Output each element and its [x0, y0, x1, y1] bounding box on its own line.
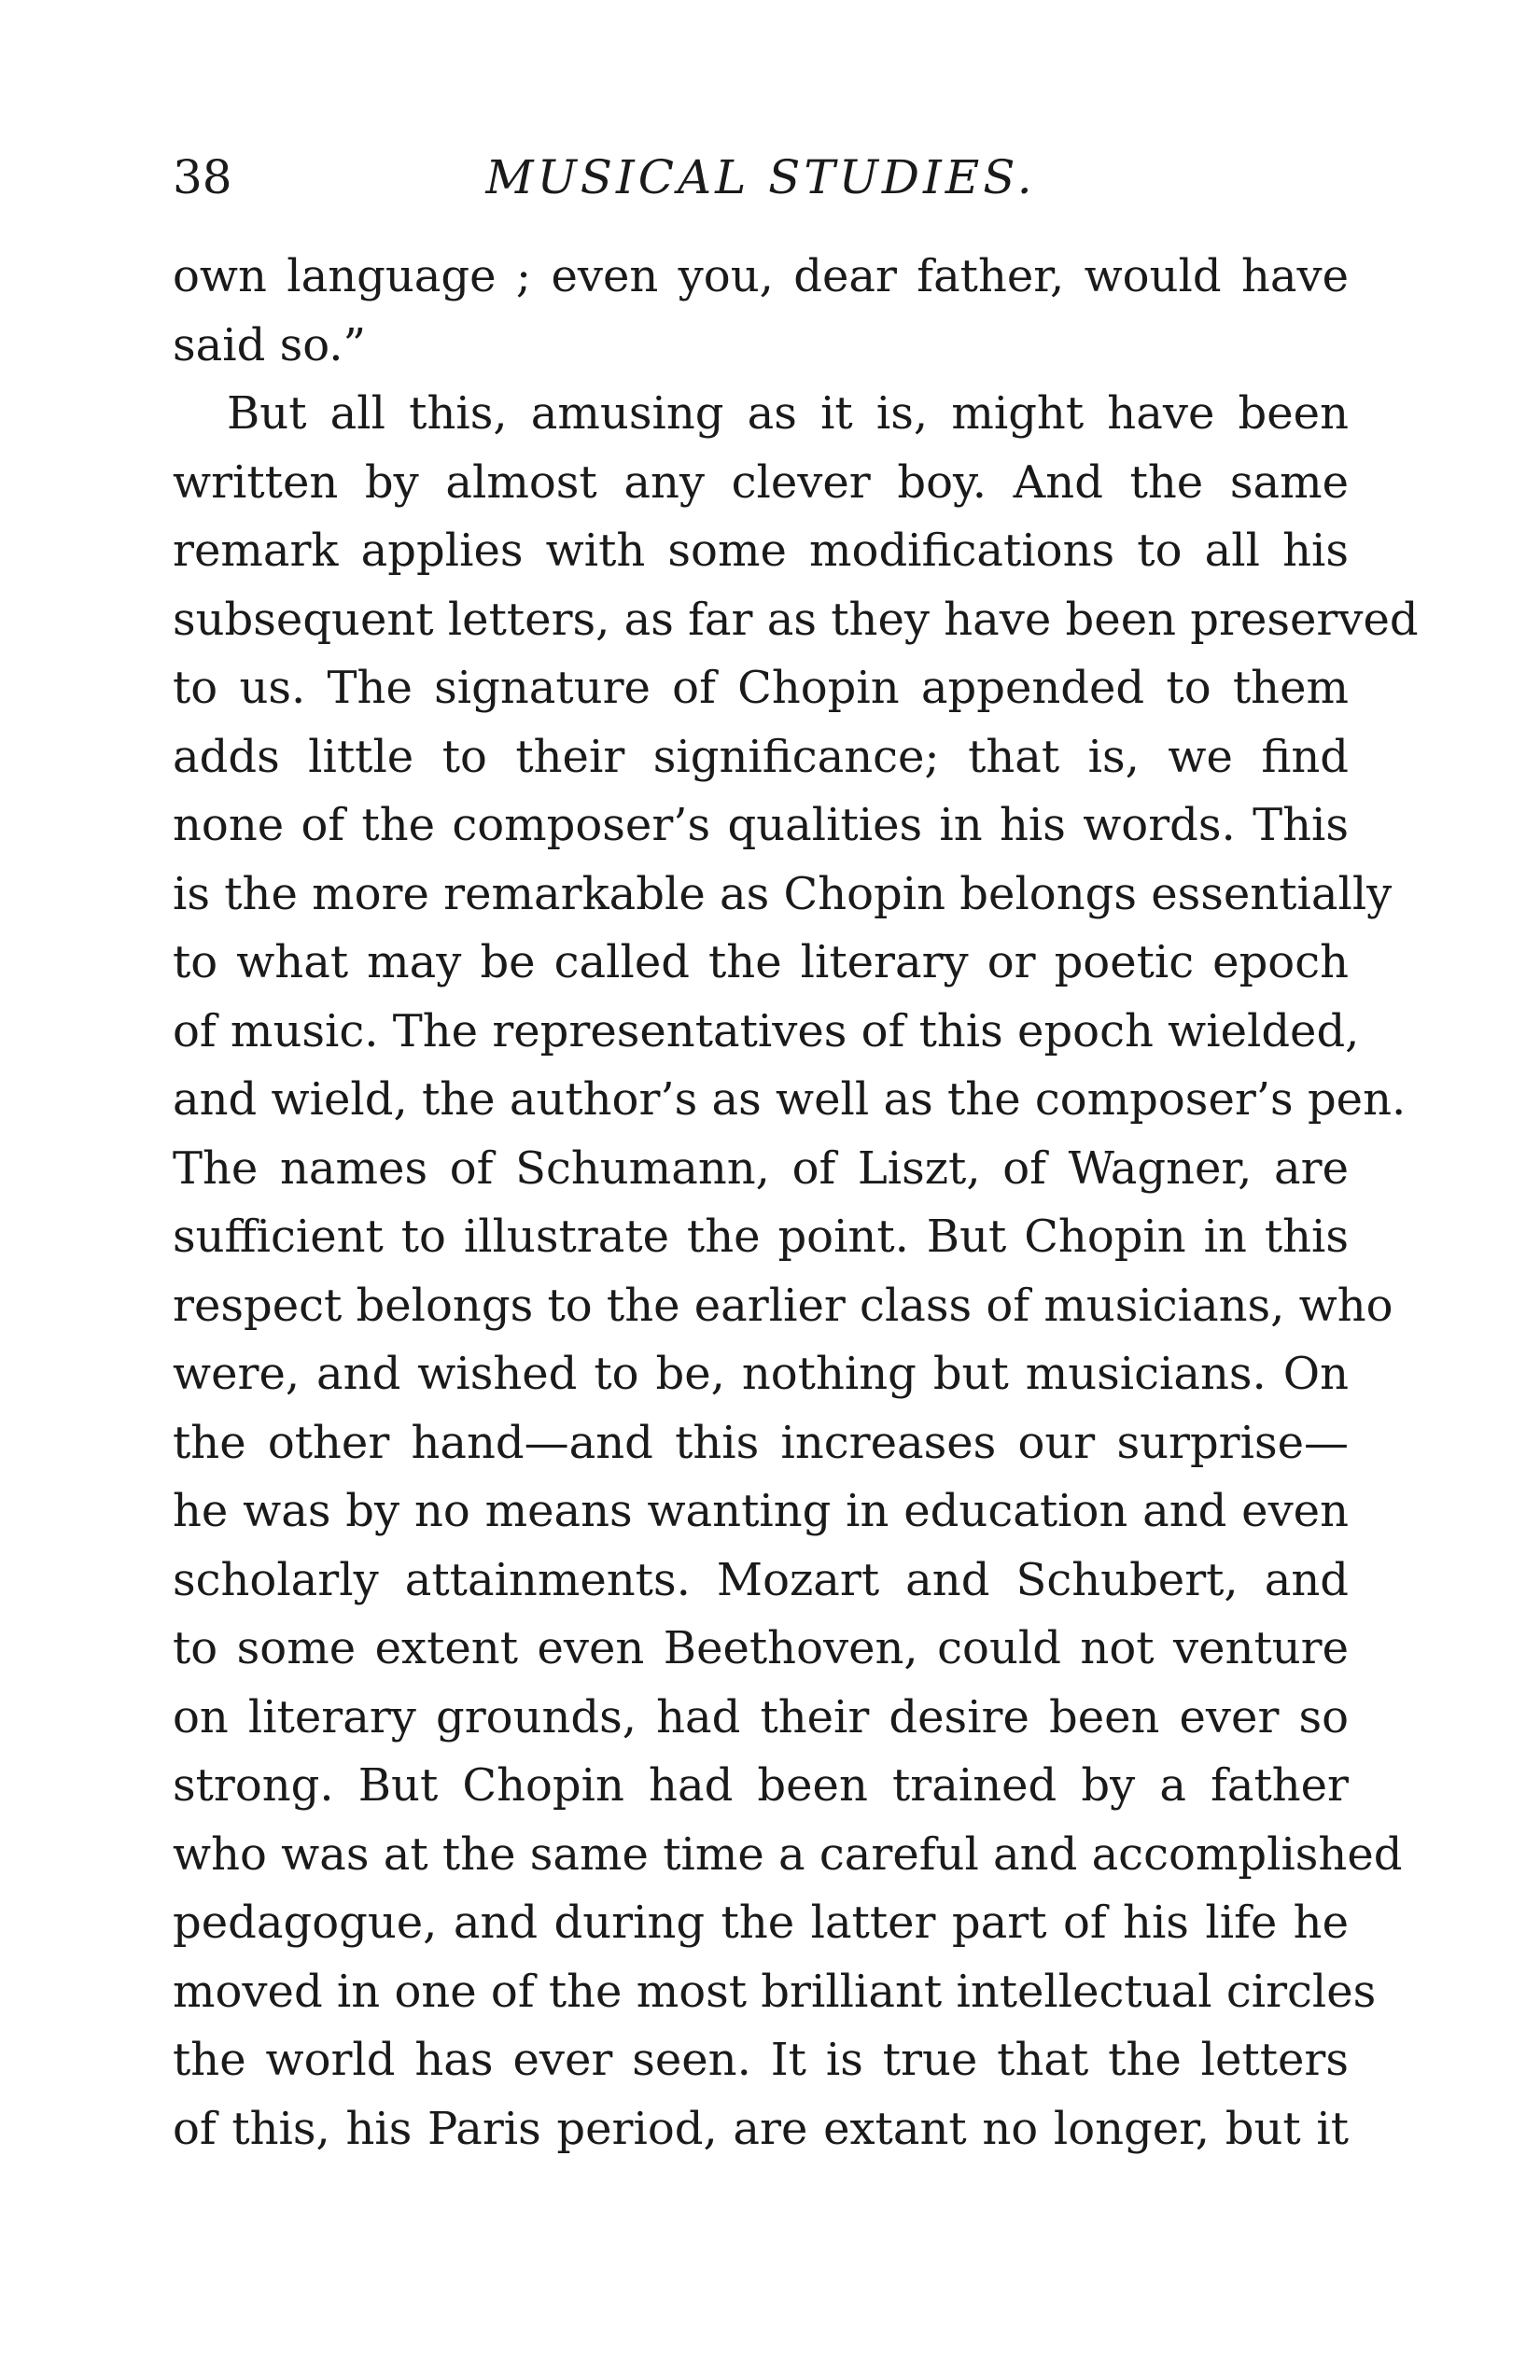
text-line: subsequent letters, as far as they have been preserved: [173, 593, 1419, 646]
text-line: sufficient to illustrate the point. But Chopin in this: [173, 1211, 1349, 1263]
text-line: he was by no means wanting in education and even: [173, 1485, 1349, 1537]
text-line: scholarly attainments. Mozart and Schubert, and: [173, 1553, 1349, 1606]
text-line: to us. The signature of Chopin appended to them: [173, 662, 1349, 714]
text-line: and wield, the author’s as well as the composer’s pen.: [173, 1073, 1407, 1126]
text-line: moved in one of the most brilliant intellectual circles: [173, 1965, 1377, 2018]
text-line: own language ; even you, dear father, would have: [173, 250, 1349, 302]
text-line: were, and wished to be, nothing but musicians. On: [173, 1348, 1349, 1400]
text-line: of this, his Paris period, are extant no longer, but it: [173, 2102, 1349, 2155]
text-line: strong. But Chopin had been trained by a father: [173, 1759, 1349, 1812]
text-line: is the more remarkable as Chopin belongs essentially: [173, 867, 1393, 920]
text-line: The names of Schumann, of Liszt, of Wagner, are: [173, 1141, 1349, 1195]
text-line: to some extent even Beethoven, could not venture: [173, 1622, 1349, 1674]
text-line: the world has ever seen. It is true that the letters: [173, 2034, 1349, 2086]
body-text: [173, 243, 1419, 2163]
text-line: written by almost any clever boy. And the same: [173, 455, 1349, 509]
book-page: [173, 140, 1419, 2163]
page-number: 38: [173, 150, 232, 204]
text-line: adds little to their significance; that is, we find: [173, 730, 1349, 783]
running-header: [173, 140, 1349, 215]
text-line: But all this, amusing as it is, might have been: [227, 387, 1349, 440]
text-line: of music. The representatives of this epoch wielded,: [173, 1004, 1360, 1057]
text-line: pedagogue, and during the latter part of his life he: [173, 1897, 1349, 1949]
text-line: on literary grounds, had their desire been ever so: [173, 1690, 1349, 1743]
text-line: none of the composer’s qualities in his words. This: [173, 799, 1349, 851]
running-title: MUSICAL STUDIES.: [485, 150, 1036, 204]
text-line: respect belongs to the earlier class of musicians, who: [173, 1279, 1393, 1332]
text-line: who was at the same time a careful and accomplished: [173, 1827, 1403, 1881]
text-line: to what may be called the literary or poetic epoch: [173, 936, 1349, 988]
text-line: remark applies with some modifications to all his: [173, 525, 1349, 577]
text-line: said so.”: [173, 318, 367, 371]
text-line: the other hand—and this increases our surprise—: [173, 1416, 1349, 1469]
